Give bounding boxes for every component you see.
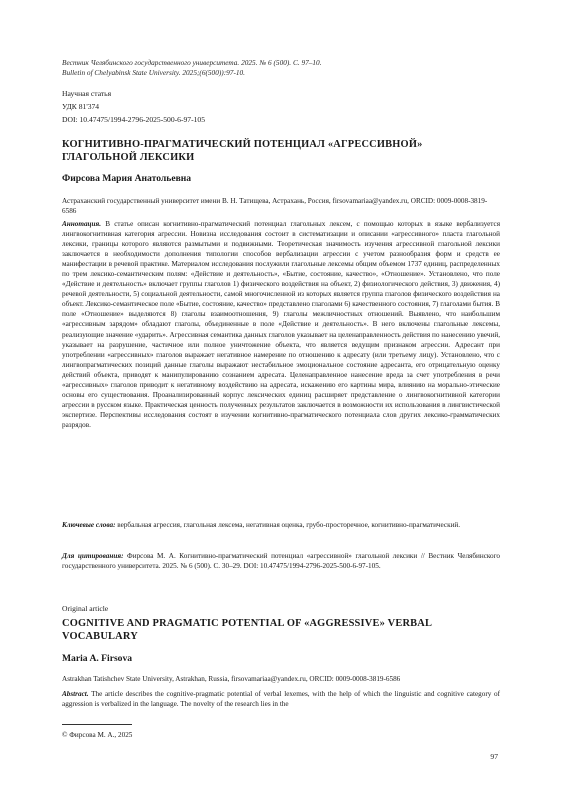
affiliation-en: Astrakhan Tatishchev State University, Astrakhan, Russia, firsovamariaa@yandex.ru, ORCID: 0009-0008-3819-6586 <box>62 675 401 683</box>
journal-citation-ru: Вестник Челябинского государственного университета. 2025. № 6 (500). С. 97–10. <box>62 58 322 67</box>
abstract-label-en: Abstract. <box>62 690 89 698</box>
article-title-ru: КОГНИТИВНО-ПРАГМАТИЧЕСКИЙ ПОТЕНЦИАЛ «АГРЕССИВНОЙ» ГЛАГОЛЬНОЙ ЛЕКСИКИ <box>62 139 423 163</box>
author-name-ru: Фирсова Мария Анатольевна <box>62 173 192 184</box>
footnote-divider <box>62 724 132 725</box>
affiliation-ru: Астраханский государственный университет имени В. Н. Татищева, Астрахань, Россия, firsovamariaa@yandex.ru, ORCID: 0009-0008-3819-6586 <box>62 197 488 215</box>
udc-code: УДК 81'374 <box>62 102 100 111</box>
article-type-en: Original article <box>62 604 109 613</box>
abstract-en <box>62 689 500 709</box>
abstract-ru <box>62 219 500 430</box>
author-name-en: Maria A. Firsova <box>62 653 133 664</box>
doi: DOI: 10.47475/1994-2796-2025-500-6-97-105 <box>62 115 205 124</box>
page-number: 97 <box>490 752 498 761</box>
keywords-ru <box>62 520 500 530</box>
keywords-label-ru: Ключевые слова: <box>62 521 116 529</box>
keywords-text-ru: вербальная агрессия, глагольная лексема, негативная оценка, грубо-просторечное, когнитивно-прагматический. <box>117 521 461 529</box>
article-title-en: COGNITIVE AND PRAGMATIC POTENTIAL OF «AGGRESSIVE» VERBAL VOCABULARY <box>62 618 432 642</box>
citation-ru <box>62 551 500 571</box>
abstract-text-en: The article describes the cognitive-pragmatic potential of verbal lexemes, with the help of which the linguistic and cognitive category of aggression is verbalized in the language. The novelty of the research lies in the <box>62 690 500 709</box>
journal-citation-en: Bulletin of Chelyabinsk State University. 2025;(6(500)):97-10. <box>62 68 245 77</box>
copyright-notice: © Фирсова М. А., 2025 <box>62 731 133 739</box>
citation-label-ru: Для цитирования: <box>62 552 124 560</box>
abstract-text-ru: В статье описан когнитивно-прагматический потенциал глагольных лексем, с помощью которых в языке вербализуется лингвокогнитивная категория агрессии. Новизна исследования состоит в систематизации и описании «агрессивного» пласта глагольной лексики, границы которого являются размытыми и подвижными. Теоретическая значимость изучения агрессивной глагольной лексики заключается в необходимости дополнения типологии способов вербализации агрессии с учетом разнообразия форм и средств ее манифестации в речевой практике. Материалом исследования послужили глагольные лексемы общим объемом 1737 единиц, распределенных по трем лексико-семантическим полям: «Действие и деятельность», «Бытие, состояние, качество», «Отношение». Установлено, что поле «Действие и деятельность» включает группы глаголов 1) физического воздействия на объект, 2) физиологического действия, 3) движения, 4) речевой деятельности, 5) социальной деятельности, самой многочисленной из которых является группа глаголов физического воздействия на объект. Лексико-семантическое поле «Бытие, состояние, качество» представлено глаголами 6) качественного состояния, 7) глаголами бытия. В поле «Отношение» выделяются 8) глаголы взаимоотношения, 9) глаголы межличностных отношений. Выявлено, что наибольшим «агрессивным зарядом» обладают глаголы, объединенные в поле «Действие и деятельность». В него включены глагольные лексемы, реализующие значение «ударить». Агрессивная семантика данных глаголов указывает на целенаправленность действия по нанесению увечий, указывает на разрушение, частичное или полное уничтожение объекта, что является ведущим признаком агрессии. Адресант при употреблении «агрессивных» глаголов выражает негативное намерение по отношению к адресату (или третьему лицу). Установлено, что с лингвопрагматических позиций данные глаголы выражают нестабильное эмоциональное состояние адресанта, его отрицательную оценку действий объекта, приводят к манипулированию сознанием адресата. Целенаправленное нанесение вреда за счет употребления в речи «агрессивных» глаголов приводит к негативному воздействию на адресата, искажению его картины мира, влиянию на морально-этические основы его существования. Проанализированный корпус лексических единиц расширяет представление о лингвокогнитивной категории агрессии в русском языке. Практическая ценность полученных результатов заключается в возможности их использования в лингвистической экспертизе. Перспективы исследования состоят в изучении когнитивно-прагматического потенциала слов других лексико-грамматических разрядов. <box>62 220 501 429</box>
citation-text-ru: Фирсова М. А. Когнитивно-прагматический потенциал «агрессивной» глагольной лексики // Вестник Челябинского государственного университета. 2025. № 6 (500). С. 30–29. DOI: 10.47475/1994-2796-2025-500-6-97-105. <box>62 552 500 571</box>
abstract-label-ru: Аннотация. <box>62 220 102 228</box>
article-type-ru: Научная статья <box>62 89 112 98</box>
